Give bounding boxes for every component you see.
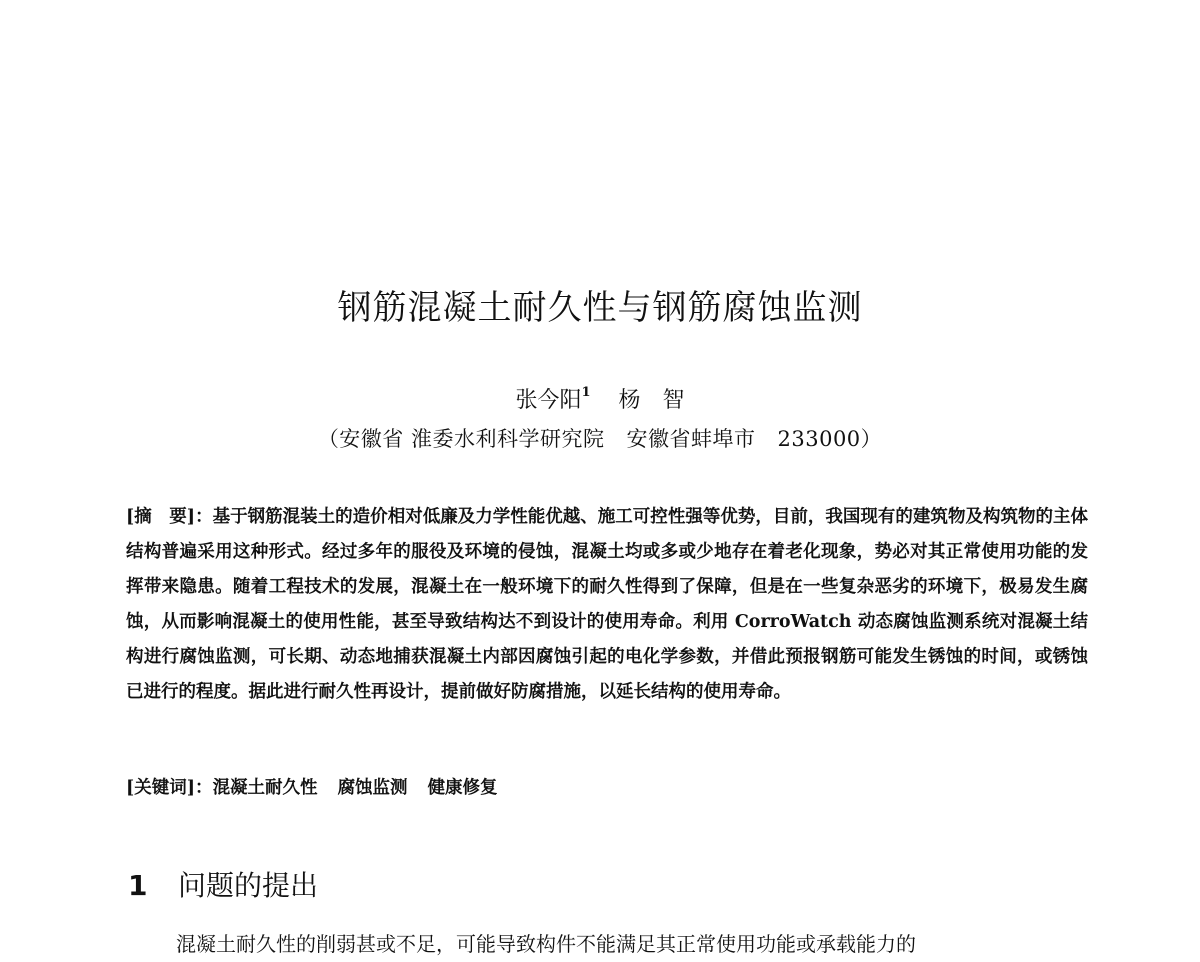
section-body-paragraph: 混凝土耐久性的削弱甚或不足，可能导致构件不能满足其正常使用功能或承载能力的: [176, 932, 916, 956]
abstract: [126, 500, 1088, 710]
abstract-text: 基于钢筋混装土的造价相对低廉及力学性能优越、施工可控性强等优势，目前，我国现有的建筑物及构筑物的主体结构普遍采用这种形式。经过多年的服役及环境的侵蚀，混凝土均或多或少地存在着老化现象，势必对其正常使用功能的发挥带来隐患。随着工程技术的发展，混凝土在一般环境下的耐久性得到了保障，但是在一些复杂恶劣的环境下，极易发生腐蚀，从而影响混凝土的使用性能，甚至导致结构达不到设计的使用寿命。利用 CorroWatch 动态腐蚀监测系统对混凝土结构进行腐蚀监测，可长期、动态地捕获混凝土内部因腐蚀引起的电化学参数，并借此预报钢筋可能发生锈蚀的时间，或锈蚀已进行的程度。据此进行耐久性再设计，提前做好防腐措施，以延长结构的使用寿命。: [126, 507, 1088, 702]
keyword-item: 健康修复: [427, 778, 498, 798]
keywords-label: [关键词]：: [126, 778, 213, 798]
author-name-1: 张今阳: [515, 388, 582, 413]
affiliation-line: [0, 423, 1200, 453]
affiliation-postcode: 233000）: [777, 427, 883, 451]
author-line: [0, 383, 1200, 414]
section-number: 1: [128, 869, 148, 902]
keyword-item: 混凝土耐久性: [212, 778, 318, 798]
affiliation-institute: （安徽省 淮委水利科学研究院: [317, 427, 605, 451]
author-affiliation-marker: 1: [581, 384, 591, 400]
paper-title: 钢筋混凝土耐久性与钢筋腐蚀监测: [337, 288, 863, 328]
affiliation-city: 安徽省蚌埠市: [626, 427, 756, 451]
keywords: [126, 773, 1088, 803]
abstract-label: [摘 要]：: [126, 507, 213, 527]
section-heading: [128, 864, 318, 904]
keyword-item: 腐蚀监测: [337, 778, 408, 798]
author-name-2: 杨 智: [618, 388, 685, 413]
section-title: 问题的提出: [178, 869, 319, 902]
